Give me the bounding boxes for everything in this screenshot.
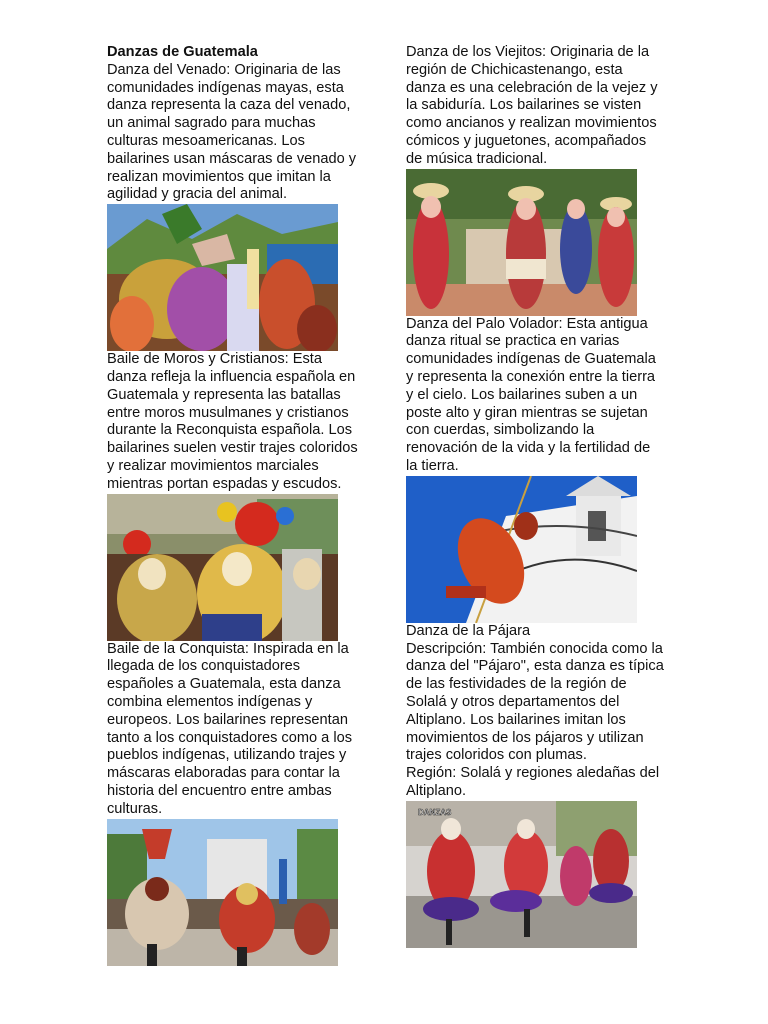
left-column <box>107 44 365 966</box>
photo-moros-y-cristianos <box>107 494 338 641</box>
photo-watermark: DANZAS <box>418 807 452 817</box>
photo-danza-del-venado <box>107 204 338 351</box>
paragraph-danza-del-venado: Danza del Venado: Originaria de las comunidades indígenas mayas, esta danza representa la caza del venado, un animal sagrado para muchas culturas mesoamericanas. Los bailarines usan máscaras de venado y realizan movimientos que imitan la agilidad y gracia del animal. <box>107 61 357 203</box>
photo-palo-volador <box>406 476 637 623</box>
paragraph-palo-volador: Danza del Palo Volador: Esta antigua danza ritual se practica en varias comunidades indígenas de Guatemala y representa la conexión entre la tierra y el cielo. Los bailarines suben a un poste alto y giran mientras se sujetan con cuerdas, simbolizando la renovación de la vida y la fertilidad de la tierra. <box>406 315 656 474</box>
photo-baile-de-la-conquista <box>107 819 338 966</box>
paragraph-danza-de-los-viejitos: Danza de los Viejitos: Originaria de la región de Chichicastenango, esta danza es una celebración de la vejez y la sabiduría. Los bailarines se visten como ancianos y realizan movimientos cómicos y juguetones, acompañados de música tradicional. <box>406 44 658 167</box>
photo-danza-de-la-pajara <box>406 801 637 948</box>
right-column <box>406 44 664 948</box>
paragraph-danza-de-la-pajara-descripcion: Descripción: También conocida como la danza del "Pájaro", esta danza es típica de las festividades de la región de Solalá y otros departamentos del Altiplano. Los bailarines imitan los movimientos de los pájaros y utilizan trajes coloridos con plumas. <box>406 640 664 764</box>
paragraph-danza-de-la-pajara-region: Región: Solalá y regiones aledañas del Altiplano. <box>406 765 660 799</box>
document-title: Danzas de Guatemala <box>107 44 258 60</box>
paragraph-moros-y-cristianos: Baile de Moros y Cristianos: Esta danza refleja la influencia española en Guatemala y representa las batallas entre moros musulmanes y cristianos durante la Reconquista española. Los bailarines suelen vestir trajes coloridos y realizar movimientos marciales mientras portan espadas y escudos. <box>107 351 358 492</box>
photo-danza-de-los-viejitos <box>406 169 637 316</box>
paragraph-baile-de-la-conquista: Baile de la Conquista: Inspirada en la llegada de los conquistadores españoles a Guatemala, esta danza combina elementos indígenas y europeos. Los bailarines representan tanto a los conquistadores como a los pueblos indígenas, utilizando trajes y máscaras elaboradas para contar la historia del encuentro entre ambas culturas. <box>107 640 352 817</box>
heading-danza-de-la-pajara: Danza de la Pájara <box>406 622 531 639</box>
